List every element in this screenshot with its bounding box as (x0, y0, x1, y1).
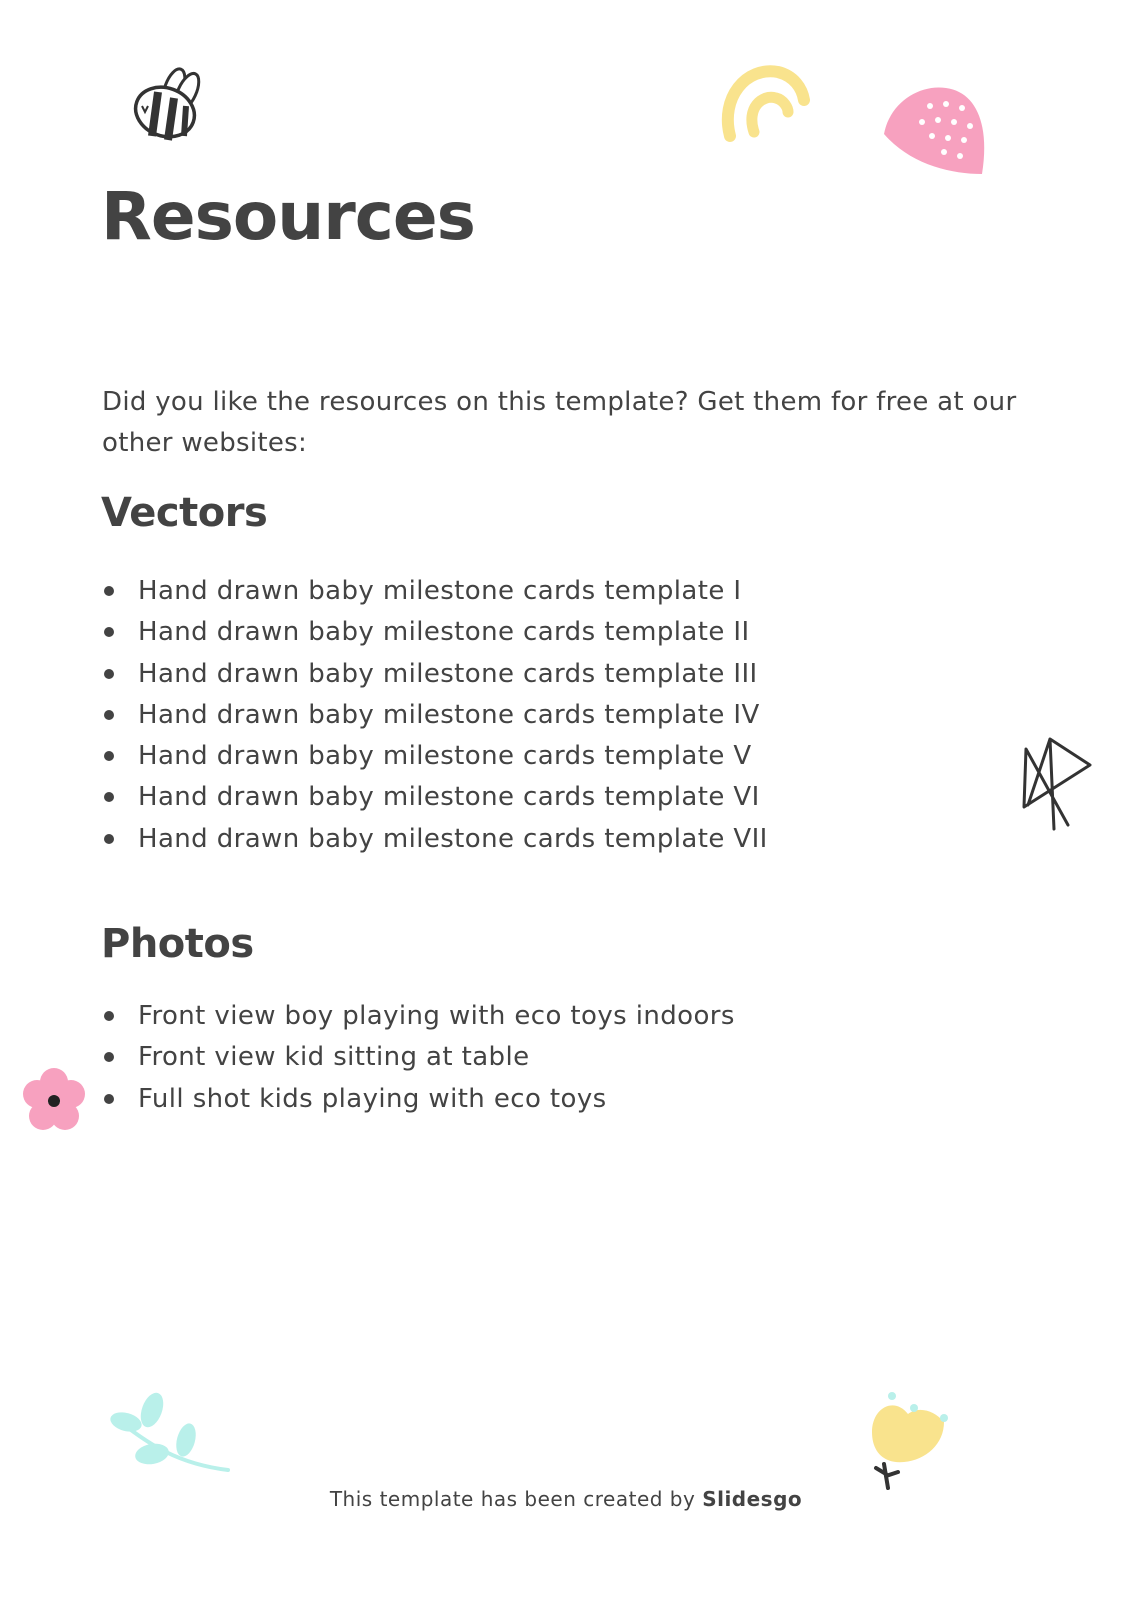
bullet-icon (104, 627, 114, 637)
leaf-branch-icon (108, 1392, 234, 1484)
list-item[interactable] (102, 695, 768, 736)
footer-prefix: This template has been created by (329, 1487, 703, 1511)
list-item[interactable] (102, 736, 768, 777)
bullet-icon (104, 669, 114, 679)
tulip-icon (864, 1388, 954, 1492)
list-item[interactable] (102, 612, 768, 653)
list-item-label[interactable]: Front view boy playing with eco toys indoors (138, 1001, 735, 1031)
bullet-icon (104, 751, 114, 761)
bullet-icon (104, 792, 114, 802)
page-title: Resources (101, 178, 475, 255)
list-item-label[interactable]: Front view kid sitting at table (138, 1042, 530, 1073)
intro-text: Did you like the resources on this template? Get them for free at our other websites: (102, 387, 1017, 458)
footer-brand-link[interactable]: Slidesgo (702, 1487, 803, 1511)
list-item-label[interactable]: Full shot kids playing with eco toys (138, 1083, 607, 1114)
vectors-list (102, 571, 768, 860)
strawberry-icon (880, 84, 990, 180)
list-item-label[interactable]: Hand drawn baby milestone cards template IV (138, 699, 760, 730)
bullet-icon (104, 586, 114, 596)
bee-icon (128, 62, 208, 146)
list-item[interactable] (102, 1037, 735, 1078)
bullet-icon (104, 1011, 114, 1021)
list-item[interactable] (102, 1079, 735, 1120)
bullet-icon (104, 1052, 114, 1062)
photos-list (102, 996, 735, 1120)
list-item[interactable] (102, 819, 768, 860)
list-item-label[interactable]: Hand drawn baby milestone cards template V (138, 741, 752, 772)
list-item[interactable] (102, 996, 735, 1037)
rainbow-icon (716, 58, 810, 144)
bullet-icon (104, 834, 114, 844)
bullet-icon (104, 710, 114, 720)
list-item[interactable] (102, 654, 768, 695)
list-item-label[interactable]: Hand drawn baby milestone cards template I (138, 576, 742, 606)
footer-credit (0, 1487, 1132, 1511)
flower-icon (20, 1066, 88, 1134)
list-item-label[interactable]: Hand drawn baby milestone cards template VI (138, 782, 760, 813)
vectors-heading: Vectors (101, 490, 268, 536)
list-item-label[interactable]: Hand drawn baby milestone cards template II (138, 617, 750, 648)
list-item-label[interactable]: Hand drawn baby milestone cards template VII (138, 823, 768, 854)
photos-heading: Photos (101, 921, 254, 967)
bullet-icon (104, 1094, 114, 1104)
list-item-label[interactable]: Hand drawn baby milestone cards template III (138, 658, 758, 689)
star-doodle-icon (1020, 735, 1096, 835)
list-item[interactable] (102, 571, 768, 612)
list-item[interactable] (102, 777, 768, 818)
